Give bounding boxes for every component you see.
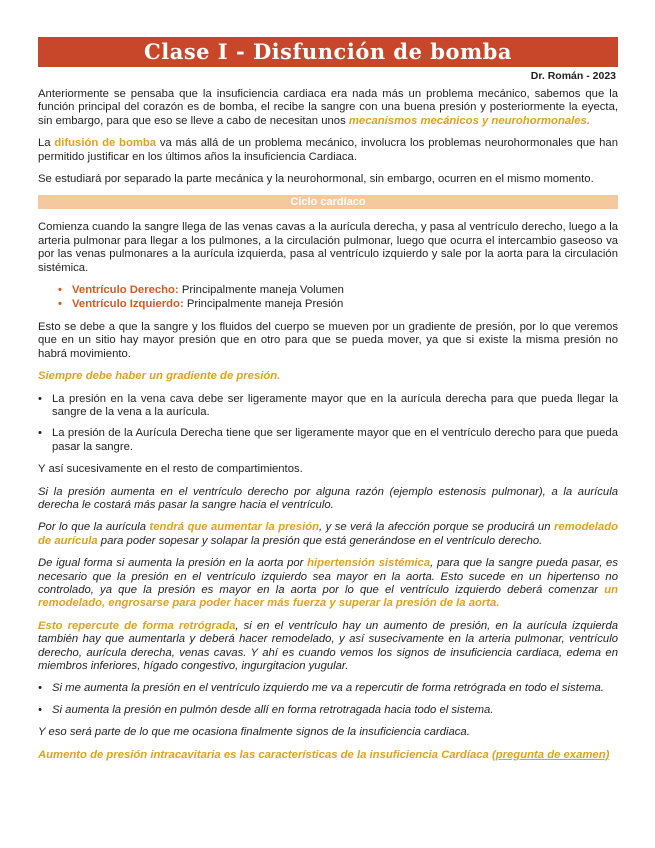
cycle-paragraph-8: Y eso será parte de lo que me ocasiona finalmente signos de la insuficiencia cardiaca. — [38, 726, 470, 739]
cycle-paragraph-1: Comienza cuando la sangre llega de las venas cavas a la aurícula derecha, y pasa al ventrículo derecho, luego a la arteria pulmonar para llegar a los pulmones, a la circulación pulmonar, luego que ocurra el intercambio gaseoso va por las venas pulmonares a la aurícula izquierda, pasa al ventrículo izquierdo y sale por la aorta para la circulación sistémica. — [38, 221, 618, 274]
list-item: • Ventrículo Derecho: Principalmente maneja Volumen — [58, 284, 618, 297]
page-title: Clase I - Disfunción de bomba — [38, 37, 618, 67]
list-item: • Si aumenta la presión en pulmón desde allí en forma retrotragada hacia todo el sistema. — [38, 704, 618, 717]
intro-paragraph-3: Se estudiará por separado la parte mecánica y la neurohormonal, sin embargo, ocurren en el mismo momento. — [38, 173, 594, 186]
cycle-paragraph-3: Y así sucesivamente en el resto de compartimientos. — [38, 463, 303, 476]
exam-note: Aumento de presión intracavitaria es las características de la insuficiencia Cardíaca (pregunta de examen) — [38, 748, 610, 761]
section-heading-cardiac-cycle: Ciclo cardíaco — [38, 195, 618, 209]
gradient-note: Siempre debe haber un gradiente de presión. — [38, 370, 281, 383]
cycle-paragraph-5: Por lo que la aurícula tendrá que aumentar la presión, y se verá la afección porque se producirá un remodelado de aurícula para poder sopesar y solapar la presión que está generándose en el ventrículo derecho. — [38, 521, 618, 547]
list-item: • La presión de la Aurícula Derecha tiene que ser ligeramente mayor que en el ventrículo derecho para que pueda pasar la sangre. — [38, 427, 618, 454]
list-item: • Si me aumenta la presión en el ventrículo izquierdo me va a repercutir de forma retrógrada en todo el sistema. — [38, 682, 618, 695]
exam-question-tag: (pregunta de examen) — [491, 748, 610, 761]
cycle-paragraph-7: Esto repercute de forma retrógrada, si en el ventrículo hay un aumento de presión, en la aurícula izquierda también hay que aumentarla y deberá hacer remodelado, y así susecivamente en la arteria pulmonar, ventrículo derecho, aurícula derecha, venas cavas. Y ahí es cuando vemos los signos de insuficiencia cardiaca, edema en miembros inferiores, hígado congestivo, ingurgitacion yugular. — [38, 619, 619, 672]
cycle-paragraph-6: De igual forma si aumenta la presión en la aorta por hipertensión sistémica, para que la sangre pueda pasar, es necesario que la presión en el ventrículo izquierdo sea mayor en la aorta. Esto sucede en un hipertenso no controlado, ya que la presión es mayor en la aorta por lo que el ventrículo izquierdo deberá comenzar un remodelado, engrosarse para poder hacer más fuerza y superar la presión de la aorta. — [38, 557, 618, 610]
pressure-list — [38, 393, 618, 455]
list-item: • Ventrículo Izquierdo: Principalmente maneja Presión — [58, 298, 618, 311]
document-body — [38, 88, 618, 771]
highlight-mechanisms: mecanismos mecánicos y neurohormonales. — [348, 114, 590, 127]
cycle-paragraph-4: Si la presión aumenta en el ventrículo derecho por alguna razón (ejemplo estenosis pulmonar), a la aurícula derecha le costará más pasar la sangre hacia el ventrículo. — [38, 485, 618, 511]
ventricle-list — [38, 284, 618, 312]
highlight-pump-diffusion: difusión de bomba — [54, 137, 157, 150]
author-label: Dr. Román - 2023 — [530, 70, 616, 82]
list-item: • La presión en la vena cava debe ser ligeramente mayor que en la aurícula derecha para que pueda llegar la sangre de la vena a la aurícula. — [38, 393, 618, 420]
intro-paragraph-1: Anteriormente se pensaba que la insuficiencia cardiaca era nada más un problema mecánico, sabemos que la función principal del corazón es de bomba, el recibe la sangre con una buena presión y posteriormente la eyecta, sin embargo, para que eso se lleve a cabo de necesitan unos mecanismos mecánicos y neurohormonales. — [38, 88, 618, 127]
retrograde-list — [38, 682, 618, 717]
cycle-paragraph-2: Esto se debe a que la sangre y los fluidos del cuerpo se mueven por un gradiente de presión, por lo que veremos que en un sitio hay mayor presión que en otro para que se pueda mover, ya que si existe la misma presión no habrá movimiento. — [38, 320, 618, 360]
intro-paragraph-2: La difusión de bomba va más allá de un problema mecánico, involucra los problemas neurohormonales que han permitido justificar en los últimos años la insuficiencia Cardiaca. — [38, 137, 618, 163]
